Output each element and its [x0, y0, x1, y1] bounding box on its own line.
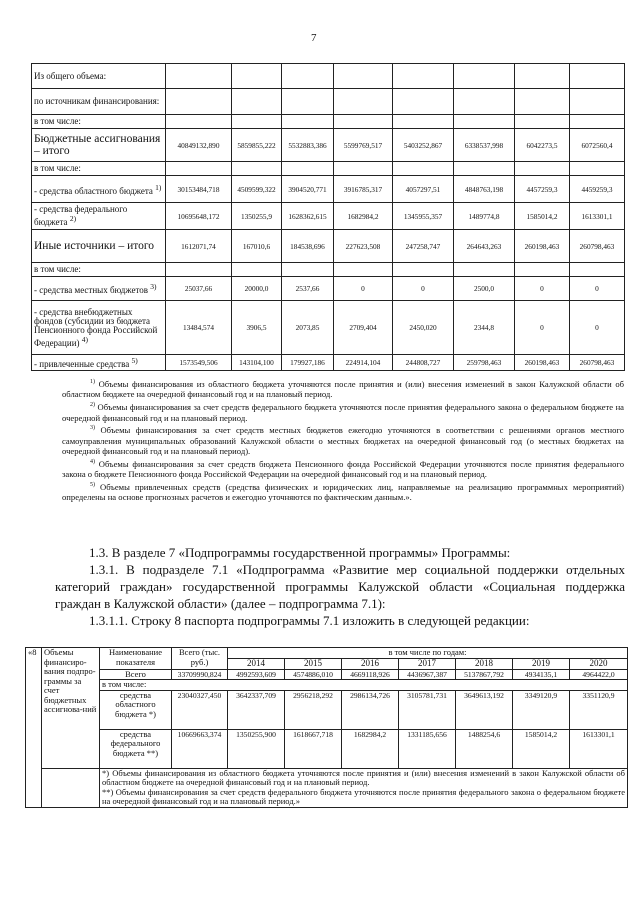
cell: 2956218,292 — [285, 690, 342, 729]
cell: 1682984,2 — [342, 729, 399, 768]
cell: 6338537,998 — [454, 129, 515, 162]
table-row — [32, 277, 625, 301]
cell: 1612071,74 — [166, 230, 232, 263]
cell: 13484,574 — [166, 301, 232, 355]
cell: 4457259,3 — [515, 176, 570, 203]
row-title: Объемы финансиро-вания подпро-граммы за счет бюджетных ассигнова-ний — [42, 648, 100, 769]
cell: 260198,463 — [515, 230, 570, 263]
cell: 3649613,192 — [456, 690, 513, 729]
footnotes — [62, 377, 624, 503]
footnote: $^{5)}$ Объемы привлеченных средств (средства физических и юридических лиц, направляемые на реализацию программных мероприятий) определены на основе прогнозных расчетов и ежегодно уточняются по фактическим данным.». — [62, 481, 624, 503]
label-including: в том числе: — [32, 263, 166, 277]
table-row — [26, 729, 628, 768]
cell: 1350255,900 — [228, 729, 285, 768]
cell: 0 — [570, 277, 625, 301]
cell: 0 — [515, 301, 570, 355]
cell: 20000,0 — [232, 277, 282, 301]
year-header: 2016 — [342, 658, 399, 669]
cell: 2537,66 — [282, 277, 334, 301]
row-number: «8 — [26, 648, 42, 808]
cell: 4669118,926 — [342, 669, 399, 680]
cell: 1350255,9 — [232, 203, 282, 230]
cell: 4509599,322 — [232, 176, 282, 203]
cell: 4436967,387 — [399, 669, 456, 680]
table-row — [32, 355, 625, 371]
cell: 1682984,2 — [334, 203, 393, 230]
paragraph: 1.3.1. В подразделе 7.1 «Подпрограмма «Развитие мер социальной поддержки отдельных категорий граждан» государственной программы Калужской области «Социальная поддержка граждан в Калужской области» (далее – подпрограмма 7.1): — [55, 562, 625, 611]
table-row — [32, 203, 625, 230]
cell: 2450,020 — [393, 301, 454, 355]
cell: 1489774,8 — [454, 203, 515, 230]
cell: 244808,727 — [393, 355, 454, 371]
cell: 0 — [570, 301, 625, 355]
year-header: 2018 — [456, 658, 513, 669]
passport-table — [25, 647, 628, 808]
cell: 0 — [393, 277, 454, 301]
header-total: Всего (тыс. руб.) — [172, 648, 228, 670]
cell: 1613301,1 — [570, 729, 628, 768]
cell: 4057297,51 — [393, 176, 454, 203]
row-label: - средства федерального бюджета $^{2)}$ — [32, 203, 166, 230]
year-header: 2014 — [228, 658, 285, 669]
cell: 30153484,718 — [166, 176, 232, 203]
cell: 3906,5 — [232, 301, 282, 355]
cell: 167010,6 — [232, 230, 282, 263]
cell: 2344,8 — [454, 301, 515, 355]
cell: 3105781,731 — [399, 690, 456, 729]
regional-label: средства областного бюджета *) — [100, 690, 172, 729]
table-row — [32, 301, 625, 355]
table-row — [32, 230, 625, 263]
footnote: $^{3)}$ Объемы финансирования за счет средств местных бюджетов ежегодно уточняются в соответствии с решениями органов местного самоуправления муниципальных образований Калужской области о местных бюджетах на очередной финансовый год (о местных бюджетах на очередной финансовый год и на плановый период). — [62, 424, 624, 457]
footnote: **) Объемы финансирования за счет средств федерального бюджета уточняются после принятия федерального закона о федеральном бюджете на очередной финансовый год и на плановый период.» — [102, 786, 625, 806]
cell: 3916785,317 — [334, 176, 393, 203]
cell: 1585014,2 — [515, 203, 570, 230]
cell: 33709990,824 — [172, 669, 228, 680]
financing-table — [31, 63, 625, 371]
cell: 1345955,357 — [393, 203, 454, 230]
table-row — [26, 669, 628, 680]
cell: 2709,404 — [334, 301, 393, 355]
cell: 260798,463 — [570, 230, 625, 263]
cell: 4964422,0 — [570, 669, 628, 680]
header-by-years: в том числе по годам: — [228, 648, 628, 659]
cell: 10695648,172 — [166, 203, 232, 230]
row-label: - средства местных бюджетов $^{3)}$ — [32, 277, 166, 301]
cell: 10669663,374 — [172, 729, 228, 768]
federal-label: средства федерального бюджета **) — [100, 729, 172, 768]
cell: 6042273,5 — [515, 129, 570, 162]
year-header: 2017 — [399, 658, 456, 669]
cell: 4574886,010 — [285, 669, 342, 680]
cell: 260198,463 — [515, 355, 570, 371]
cell: 1488254,6 — [456, 729, 513, 768]
table-footnotes — [100, 768, 628, 807]
footnote: $^{1)}$ Объемы финансирования из областного бюджета уточняются после принятия и (или) внесения изменений в закон Калужской области об областном бюджете на очередной финансовый год и на плановый период. — [62, 378, 624, 400]
label-including: в том числе: — [32, 162, 166, 176]
cell: 0 — [515, 277, 570, 301]
label-including: в том числе: — [32, 115, 166, 129]
header-indicator: Наименование показателя — [100, 648, 172, 670]
footnote: *) Объемы финансирования из областного бюджета уточняются после принятия и (или) внесения изменений в закон Калужской области об областном бюджете на очередной финансовый год и на плановый период. — [102, 767, 625, 787]
cell: 1331185,656 — [399, 729, 456, 768]
cell: 3349120,9 — [513, 690, 570, 729]
table-row — [32, 129, 625, 162]
cell: 0 — [334, 277, 393, 301]
cell: 3351120,9 — [570, 690, 628, 729]
cell: 25037,66 — [166, 277, 232, 301]
cell: 4992593,609 — [228, 669, 285, 680]
cell: 5859855,222 — [232, 129, 282, 162]
cell: 5532883,386 — [282, 129, 334, 162]
row-label: - привлеченные средства $^{5)}$ — [32, 355, 166, 371]
row-label: - средства областного бюджета $^{1)}$ — [32, 176, 166, 203]
section-text — [55, 544, 625, 629]
cell: 1628362,615 — [282, 203, 334, 230]
row-label: - средства внебюджетных фондов (субсидии из бюджета Пенсионного фонда Российской Федерации) $^{4)}$ — [32, 301, 166, 355]
cell: 3904520,771 — [282, 176, 334, 203]
cell: 5403252,867 — [393, 129, 454, 162]
cell: 227623,508 — [334, 230, 393, 263]
cell: 247258,747 — [393, 230, 454, 263]
cell: 259798,463 — [454, 355, 515, 371]
year-header: 2019 — [513, 658, 570, 669]
cell: 264643,263 — [454, 230, 515, 263]
cell: 40849132,890 — [166, 129, 232, 162]
cell: 143104,100 — [232, 355, 282, 371]
cell: 179927,186 — [282, 355, 334, 371]
cell: 4934135,1 — [513, 669, 570, 680]
cell: 1613301,1 — [570, 203, 625, 230]
cell: 4848763,198 — [454, 176, 515, 203]
label-by-sources: по источникам финансирования: — [32, 89, 166, 115]
paragraph: 1.3. В разделе 7 «Подпрограммы государственной программы» Программы: — [89, 545, 511, 560]
year-header: 2015 — [285, 658, 342, 669]
row-label: Бюджетные ассигнования – итого — [32, 129, 166, 162]
cell: 3642337,709 — [228, 690, 285, 729]
row-label: Иные источники – итого — [32, 230, 166, 263]
table-row — [26, 690, 628, 729]
cell: 5599769,517 — [334, 129, 393, 162]
cell: 2500,0 — [454, 277, 515, 301]
page-number: 7 — [311, 32, 317, 44]
year-header: 2020 — [570, 658, 628, 669]
cell: 2986134,726 — [342, 690, 399, 729]
paragraph: 1.3.1.1. Строку 8 паспорта подпрограммы 7.1 изложить в следующей редакции: — [89, 613, 530, 628]
cell: 6072560,4 — [570, 129, 625, 162]
cell: 260798,463 — [570, 355, 625, 371]
cell: 4459259,3 — [570, 176, 625, 203]
footnote: $^{2)}$ Объемы финансирования за счет средств федерального бюджета уточняются после принятия федерального закона о федеральном бюджете на очередной финансовый год и на плановый период. — [62, 401, 624, 423]
cell: 5137867,792 — [456, 669, 513, 680]
cell: 184538,696 — [282, 230, 334, 263]
cell: 1618667,718 — [285, 729, 342, 768]
cell: 23040327,450 — [172, 690, 228, 729]
footnote: $^{4)}$ Объемы финансирования за счет средств бюджета Пенсионного фонда Российской Федерации уточняются после принятия федерального закона о бюджете Пенсионного фонда Российской Федерации на очередной финансовый год и на плановый период. — [62, 458, 624, 480]
cell: 224914,104 — [334, 355, 393, 371]
cell: 2073,85 — [282, 301, 334, 355]
label-including: в том числе: — [100, 680, 628, 691]
cell: 1585014,2 — [513, 729, 570, 768]
total-label: Всего — [100, 669, 172, 680]
table-row — [32, 176, 625, 203]
label-from-total: Из общего объема: — [32, 64, 166, 89]
cell: 1573549,506 — [166, 355, 232, 371]
